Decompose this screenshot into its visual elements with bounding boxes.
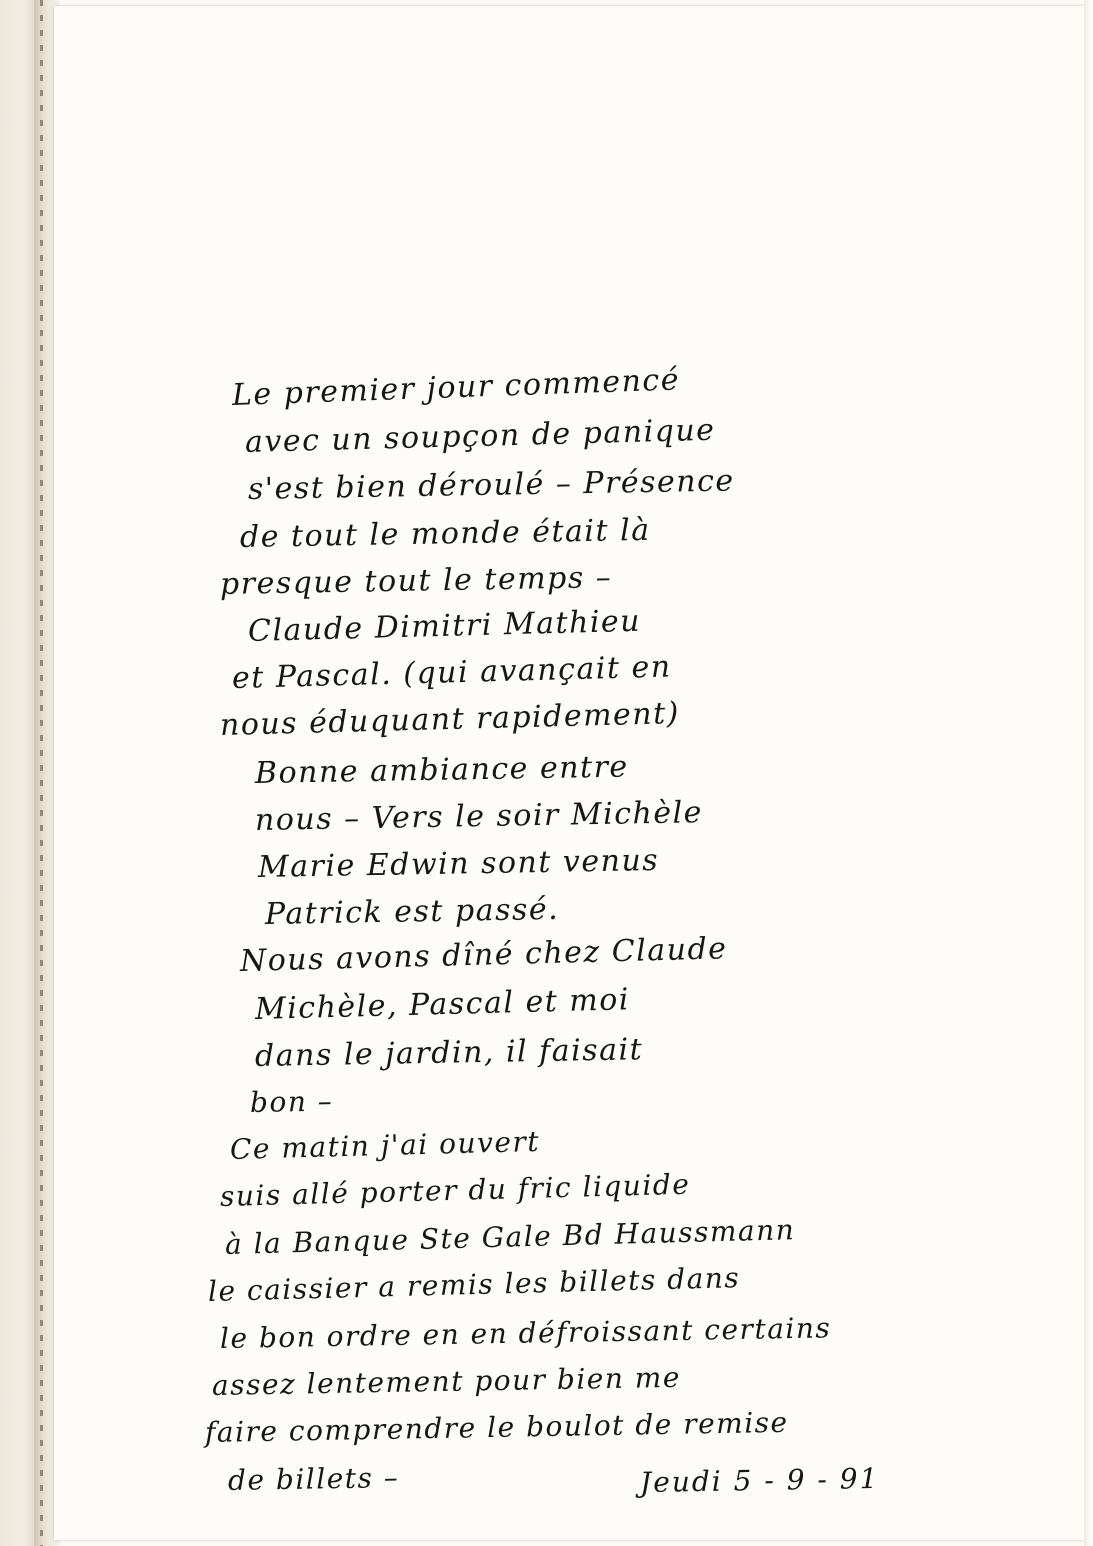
handwritten-line: avec un soupçon de panique bbox=[244, 412, 716, 460]
handwritten-line: le bon ordre en en défroissant certains bbox=[219, 1311, 832, 1355]
handwritten-line: suis allé porter du fric liquide bbox=[219, 1167, 691, 1213]
handwritten-line: nous – Vers le soir Michèle bbox=[254, 795, 704, 838]
handwritten-line: Bonne ambiance entre bbox=[254, 749, 629, 791]
handwritten-line: Patrick est passé. bbox=[264, 891, 560, 932]
handwritten-line: de tout le monde était là bbox=[239, 512, 651, 555]
handwritten-line: à la Banque Ste Gale Bd Haussmann bbox=[224, 1213, 796, 1261]
handwritten-line: s'est bien déroulé – Présence bbox=[247, 463, 735, 507]
handwritten-line: bon – bbox=[249, 1084, 334, 1119]
handwritten-line: de billets – bbox=[227, 1461, 400, 1497]
handwritten-line: dans le jardin, il faisait bbox=[254, 1032, 644, 1074]
handwritten-line: Ce matin j'ai ouvert bbox=[229, 1124, 541, 1166]
handwritten-line: Nous avons dîné chez Claude bbox=[239, 931, 728, 979]
entry-date: Jeudi 5 - 9 - 91 bbox=[639, 1461, 880, 1500]
handwritten-line: Marie Edwin sont venus bbox=[257, 843, 660, 885]
handwritten-line: et Pascal. (qui avançait en bbox=[231, 649, 672, 696]
handwritten-line: Le premier jour commencé bbox=[231, 362, 681, 413]
handwritten-line: nous éduquant rapidement) bbox=[219, 695, 681, 743]
handwritten-line: faire comprendre le boulot de remise bbox=[204, 1405, 789, 1449]
handwritten-line: Michèle, Pascal et moi bbox=[254, 982, 631, 1027]
handwritten-line: le caissier a remis les billets dans bbox=[207, 1261, 741, 1308]
handwritten-line: Claude Dimitri Mathieu bbox=[247, 603, 642, 649]
handwritten-line: assez lentement pour bien me bbox=[211, 1360, 682, 1402]
handwritten-line: presque tout le temps – bbox=[219, 560, 613, 602]
